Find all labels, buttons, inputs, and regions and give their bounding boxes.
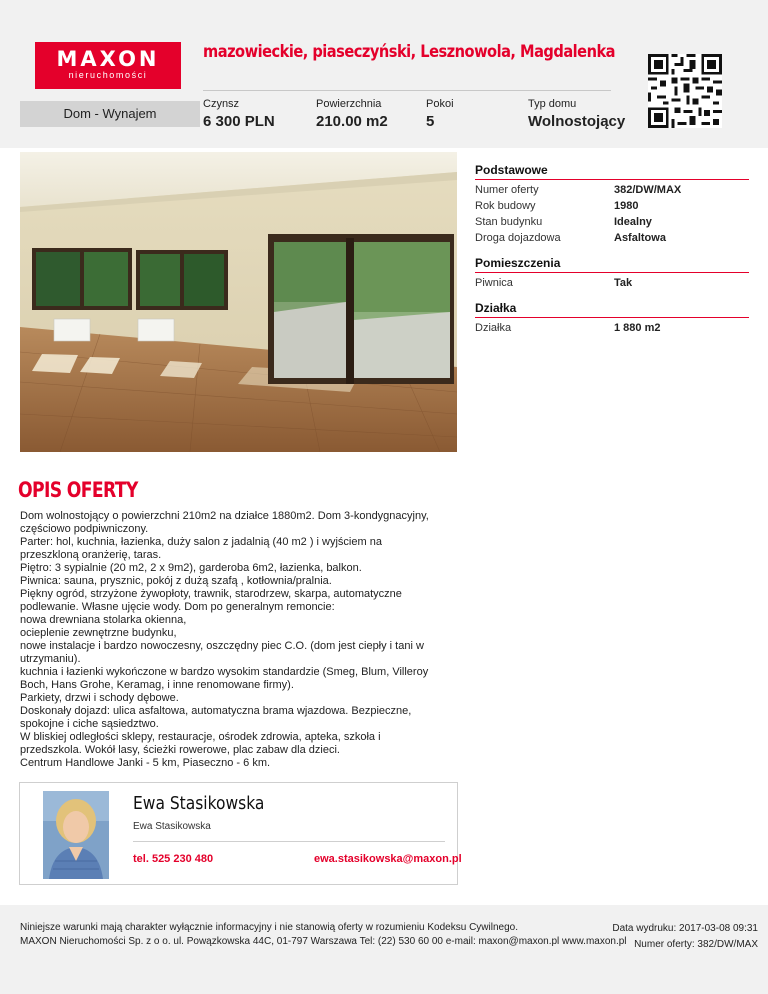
agent-email-link[interactable]: ewa.stasikowska@maxon.pl [314, 853, 462, 865]
agent-card [19, 782, 462, 885]
description-line: ocieplenie zewnętrzne budynku, [20, 627, 177, 639]
stat-house-type [528, 98, 625, 130]
description-line: spokojne i ciche sąsiedztwo. [20, 718, 159, 730]
description-line: utrzymaniu). [20, 653, 81, 665]
detail-row [475, 230, 749, 246]
description-line: kuchnia i łazienki wykończone w bardzo wysokim standardzie (Smeg, Blum, Villeroy [20, 666, 429, 678]
location-divider [203, 90, 611, 91]
detail-value: Tak [614, 277, 633, 289]
description-line: Piętro: 3 sypialnie (20 m2, 2 x 9m2), garderoba 6m2, łazienka, balkon. [20, 562, 362, 574]
detail-row [475, 198, 749, 214]
logo-wordmark: MAXON [56, 47, 160, 71]
description-line: Dom wolnostojący o powierzchni 210m2 na działce 1880m2. Dom 3-kondygnacyjny, [20, 510, 429, 522]
detail-row [475, 275, 749, 291]
description-line: przeszkloną oranżerię, taras. [20, 549, 162, 561]
description-line: przedszkola. Wokół lasy, ścieżki rowerowe, plac zabaw dla dzieci. [20, 744, 340, 756]
section-title: Pomieszczenia [475, 256, 749, 273]
qr-code-icon[interactable] [648, 54, 722, 128]
agent-subtitle: Ewa Stasikowska [133, 821, 211, 832]
logo-tagline: nieruchomości [68, 70, 148, 80]
detail-key: Rok budowy [475, 200, 536, 212]
detail-row [475, 214, 749, 230]
maxon-logo[interactable] [35, 42, 181, 89]
stat-label: Pokoi [426, 98, 454, 110]
agent-phone-link[interactable]: tel. 525 230 480 [133, 853, 214, 865]
description-text [20, 510, 465, 770]
section-rooms [475, 256, 749, 291]
description-line: Doskonały dojazd: ulica asfaltowa, automatyczna brama wjazdowa. Bezpieczne, [20, 705, 412, 717]
description-line: Parter: hol, kuchnia, łazienka, duży salon z jadalnią (40 m2 ) i wyjściem na [20, 536, 382, 548]
detail-key: Piwnica [475, 277, 513, 289]
detail-value: 1 880 m2 [614, 322, 661, 334]
detail-value: 382/DW/MAX [614, 184, 682, 196]
footer-disclaimer: Niniejsze warunki mają charakter wyłącznie informacyjny i nie stanowią oferty w rozumieniu Kodeksu Cywilnego. [20, 922, 518, 933]
footer-print-date: Data wydruku: 2017-03-08 09:31 [612, 923, 758, 934]
description-line: nowa drewniana stolarka okienna, [20, 614, 187, 626]
stat-value: Wolnostojący [528, 113, 626, 130]
detail-key: Droga dojazdowa [475, 232, 561, 244]
description-line: nowe instalacje i bardzo nowoczesny, oszczędny piec C.O. (dom jest ciepły i tani w [20, 640, 424, 652]
section-basic [475, 163, 749, 246]
detail-key: Działka [475, 322, 512, 334]
detail-value: Asfaltowa [614, 232, 666, 244]
detail-key: Stan budynku [475, 216, 543, 228]
section-title: Podstawowe [475, 163, 749, 180]
description-line: W bliskiej odległości sklepy, restauracje, ośrodek zdrowia, apteka, szkoła i [20, 731, 381, 743]
stat-value: 6 300 PLN [203, 113, 275, 130]
footer-company-info: MAXON Nieruchomości Sp. z o o. ul. Powązkowska 44C, 01-797 Warszawa Tel: (22) 530 60 00 e-mail: maxon@maxon.pl www.maxon.pl [20, 936, 627, 947]
stat-label: Czynsz [203, 98, 240, 110]
stat-area [316, 98, 388, 130]
offer-location: mazowieckie, piaseczyński, Lesznowola, Magdalenka [203, 42, 616, 62]
stat-label: Typ domu [528, 98, 577, 110]
description-line: Boch, Hans Grohe, Keramag, i inne renomowane firmy). [20, 679, 294, 691]
detail-row [475, 182, 749, 198]
section-title: Działka [475, 301, 749, 318]
footer [0, 905, 768, 994]
description-line: częściowo podpiwniczony. [20, 523, 149, 535]
description-title: OPIS OFERTY [18, 478, 138, 502]
stat-rooms [426, 98, 454, 130]
property-photo[interactable] [20, 152, 457, 452]
agent-avatar [43, 791, 109, 879]
footer-left [20, 921, 627, 949]
footer-offer-number: Numer oferty: 382/DW/MAX [634, 939, 758, 950]
stat-label: Powierzchnia [316, 98, 382, 110]
detail-value: 1980 [614, 200, 639, 212]
detail-value: Idealny [614, 216, 652, 228]
description-line: Piwnica: sauna, prysznic, pokój z dużą szafą , kotłownia/pralnia. [20, 575, 332, 587]
detail-key: Numer oferty [475, 184, 539, 196]
agent-divider [133, 841, 445, 842]
description-line: Piękny ogród, strzyżone żywopłoty, trawnik, starodrzew, skarpa, automatyczne [20, 588, 402, 600]
agent-name: Ewa Stasikowska [133, 793, 265, 814]
description-line: podlewanie. Własne ujęcie wody. Dom po generalnym remoncie: [20, 601, 335, 613]
footer-right [612, 921, 758, 953]
stat-rent [203, 98, 275, 130]
stat-value: 210.00 m2 [316, 113, 388, 130]
offer-type-badge: Dom - Wynajem [20, 101, 200, 127]
detail-row [475, 320, 749, 336]
description-line: Centrum Handlowe Janki - 5 km, Piaseczno - 6 km. [20, 757, 271, 769]
details-panel [475, 163, 749, 346]
stat-value: 5 [426, 113, 435, 130]
description-line: Parkiety, drzwi i schody dębowe. [20, 692, 179, 704]
section-plot [475, 301, 749, 336]
